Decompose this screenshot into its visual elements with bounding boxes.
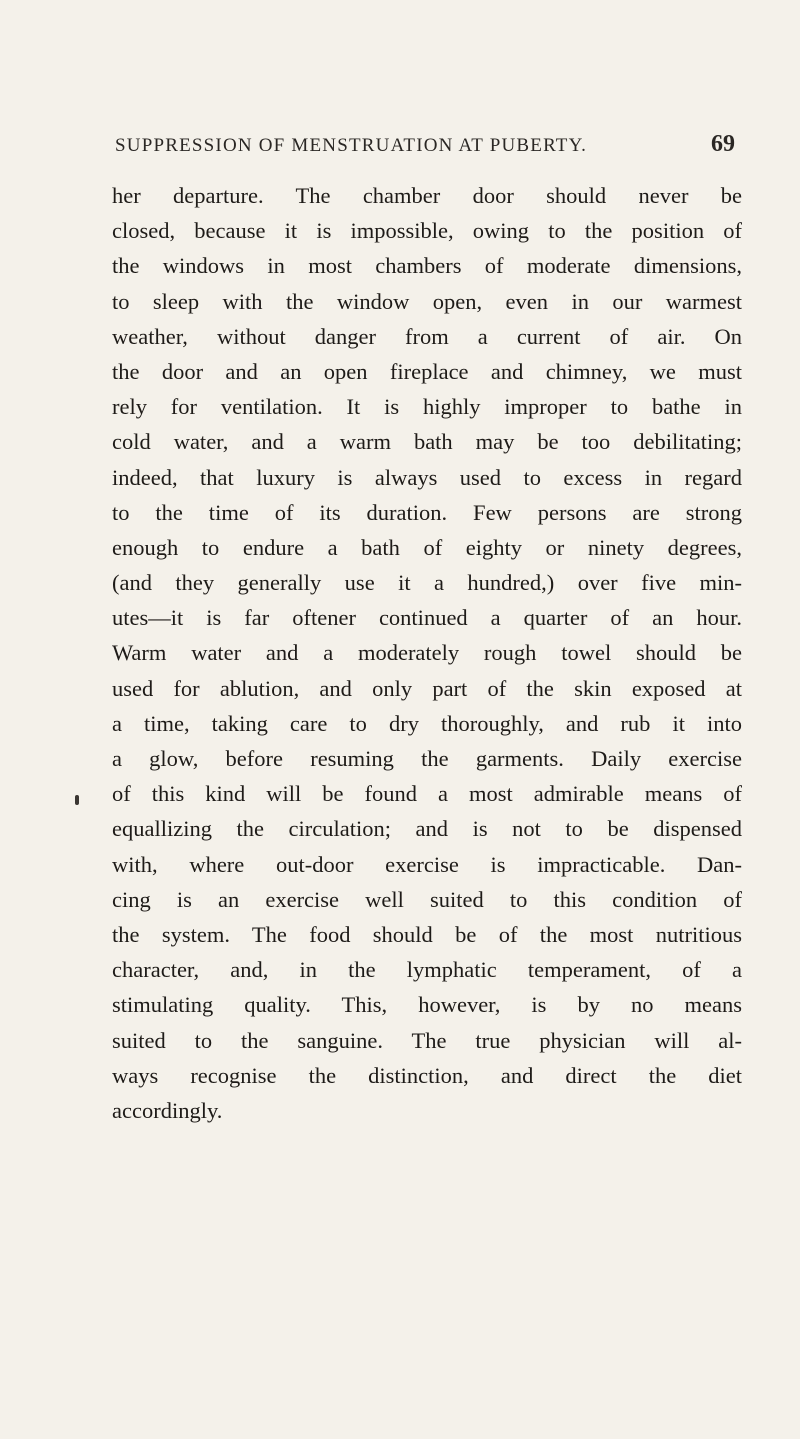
text-line: suited to the sanguine. The true physician will al- <box>112 1027 742 1053</box>
text-line: utes—it is far oftener continued a quarter of an hour. <box>112 605 742 631</box>
text-line: equallizing the circulation; and is not to be dispensed <box>112 816 742 842</box>
text-line: with, where out-door exercise is impracticable. Dan- <box>112 851 742 877</box>
text-line: rely for ventilation. It is highly improper to bathe in <box>112 394 742 420</box>
text-line: a time, taking care to dry thoroughly, and rub it into <box>112 710 742 736</box>
text-line: to sleep with the window open, even in our warmest <box>112 288 742 314</box>
text-line: to the time of its duration. Few persons are strong <box>112 499 742 525</box>
text-line: of this kind will be found a most admirable means of <box>112 781 742 807</box>
text-line: cing is an exercise well suited to this condition of <box>112 886 742 912</box>
margin-mark <box>75 795 79 805</box>
text-line: closed, because it is impossible, owing to the position of <box>112 218 742 244</box>
text-line: the door and an open fireplace and chimney, we must <box>112 358 742 384</box>
text-line: enough to endure a bath of eighty or ninety degrees, <box>112 534 742 560</box>
running-head-title: SUPPRESSION OF MENSTRUATION AT PUBERTY. <box>115 135 588 156</box>
text-line: the system. The food should be of the most nutritious <box>112 921 742 947</box>
text-line: character, and, in the lymphatic temperament, of a <box>112 957 742 983</box>
text-line: accordingly. <box>112 1097 223 1123</box>
text-line: used for ablution, and only part of the skin exposed at <box>112 675 742 701</box>
text-line: (and they generally use it a hundred,) over five min- <box>112 570 742 596</box>
body-paragraph <box>112 178 742 1128</box>
text-line: Warm water and a moderately rough towel should be <box>112 640 742 666</box>
text-line: ways recognise the distinction, and direct the diet <box>112 1062 742 1088</box>
text-line: a glow, before resuming the garments. Daily exercise <box>112 746 742 771</box>
text-line: her departure. The chamber door should never be <box>112 183 742 208</box>
text-line: stimulating quality. This, however, is by no means <box>112 992 742 1018</box>
text-line: cold water, and a warm bath may be too debilitating; <box>112 429 742 455</box>
text-line: the windows in most chambers of moderate dimensions, <box>112 253 742 279</box>
page-number: 69 <box>711 131 735 157</box>
text-line: weather, without danger from a current of air. On <box>112 323 742 349</box>
text-line: indeed, that luxury is always used to excess in regard <box>112 464 742 490</box>
